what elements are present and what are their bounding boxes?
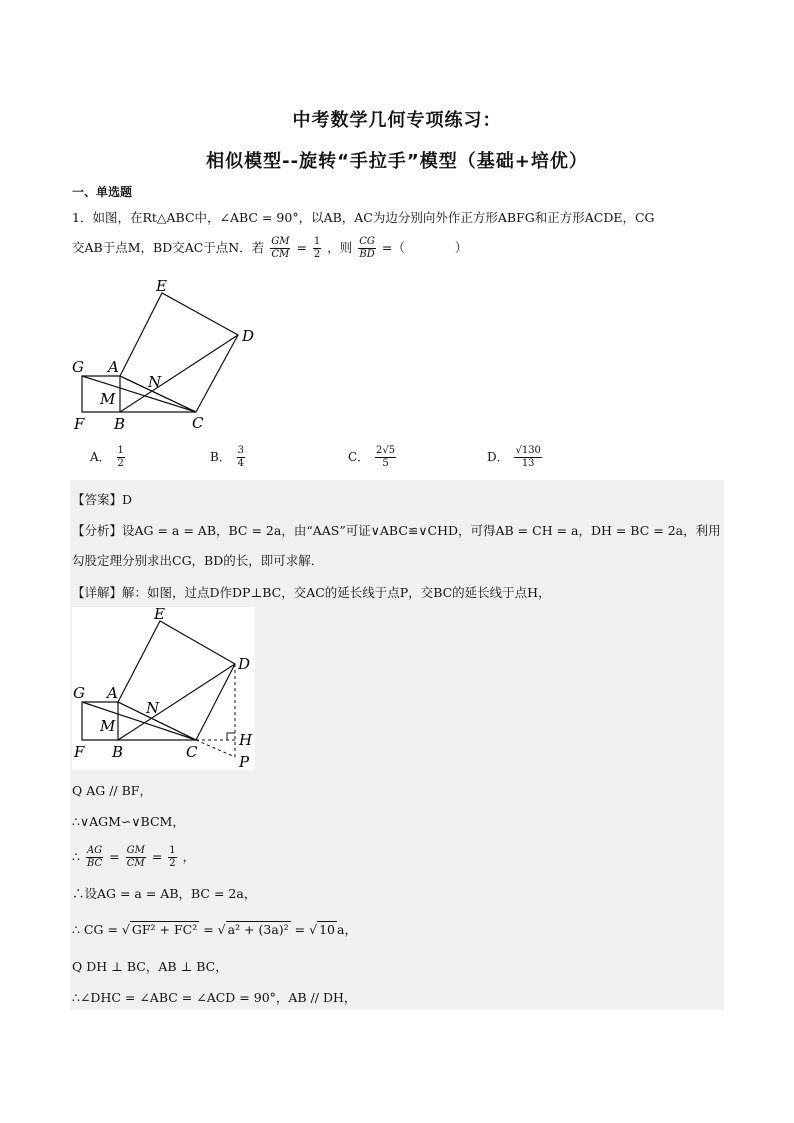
step-3-fraction-1	[86, 845, 103, 870]
half-numerator: 1	[313, 236, 321, 247]
label-e: E	[156, 277, 167, 295]
ratio-numerator: GM	[271, 236, 290, 247]
step-5-radicand-2: a² + (3a)²	[227, 922, 289, 937]
label-g-2: G	[73, 684, 85, 702]
ratio-fraction	[270, 236, 290, 261]
section-heading: 一、单选题	[72, 185, 133, 199]
right-angle-mark	[227, 733, 235, 740]
label-a-2: A	[107, 684, 118, 702]
step-3-f2-num: GM	[126, 845, 145, 856]
option-b-numerator: 3	[237, 445, 245, 456]
option-c-numerator: 2√5	[376, 445, 396, 456]
step-5-radicand-1: GF² + FC²	[131, 922, 198, 937]
option-b-label: B．	[210, 450, 231, 464]
step-5-radicand-3: 10	[319, 922, 335, 937]
step-3-eq2: =	[151, 849, 163, 864]
option-a-fraction	[117, 445, 125, 470]
label-n-2: N	[146, 699, 160, 717]
label-f: F	[74, 415, 85, 433]
ask-denominator: BD	[359, 249, 375, 260]
segment-cp-dashed	[196, 740, 235, 757]
label-c: C	[192, 414, 204, 432]
half-denominator: 2	[313, 249, 321, 260]
question-line-2	[72, 236, 467, 261]
label-d-2: D	[238, 655, 251, 673]
label-c-2: C	[186, 743, 198, 761]
page-subtitle: 相似模型--旋转“手拉手”模型（基础+培优）	[206, 151, 588, 172]
step-5-eq1: =	[203, 922, 218, 937]
option-b-denominator: 4	[237, 458, 245, 469]
figure-1	[70, 275, 270, 435]
figure-2-svg	[72, 607, 255, 770]
step-6: Q DH ⊥ BC，AB ⊥ BC，	[72, 959, 228, 974]
option-c-fraction	[375, 445, 396, 470]
option-d-numerator: √130	[515, 445, 541, 456]
page-title: 中考数学几何专项练习：	[292, 110, 502, 131]
option-a[interactable]	[90, 445, 127, 470]
step-1: Q AG // BF，	[72, 783, 152, 798]
step-3-f2-den: CM	[126, 858, 145, 869]
option-d-label: D．	[487, 450, 509, 464]
label-f-2: F	[74, 743, 85, 761]
step-3-f3-num: 1	[169, 845, 176, 856]
option-d[interactable]	[487, 445, 544, 470]
question-line-1: 1．如图，在Rt△ABC中，∠ABC = 90°，以AB，AC为边分别向外作正方形ABFG和正方形ACDE，CG	[72, 210, 655, 225]
step-3-eq: =	[109, 849, 120, 864]
step-3-suffix: ，	[182, 849, 196, 864]
label-n: N	[148, 373, 162, 391]
step-3-f1-num: AG	[86, 845, 103, 856]
analysis-line-1: 【分析】设AG = a = AB，BC = 2a，由“AAS”可证∨ABC≌∨CHD，可得AB = CH = a，DH = BC = 2a，利用	[72, 523, 721, 538]
option-c-denominator: 5	[382, 458, 389, 469]
step-3	[72, 845, 195, 870]
ratio-equals: =	[296, 240, 307, 255]
label-b-2: B	[112, 743, 124, 761]
label-e-2: E	[154, 607, 165, 623]
label-p-2: P	[239, 753, 250, 770]
option-a-numerator: 1	[117, 445, 124, 456]
label-h-2: H	[239, 731, 253, 749]
label-g: G	[72, 358, 84, 376]
step-7: ∴∠DHC = ∠ABC = ∠ACD = 90°，AB // DH，	[72, 990, 357, 1005]
label-m: M	[100, 390, 116, 408]
ask-blank: =（ ）	[381, 240, 468, 255]
step-3-prefix: ∴	[72, 849, 80, 864]
square-acde-2	[118, 621, 235, 740]
option-d-denominator: 13	[521, 458, 535, 469]
label-d: D	[242, 327, 255, 345]
ask-fraction	[358, 236, 376, 261]
segment-bd	[120, 335, 238, 412]
step-3-f1-den: BC	[86, 858, 103, 869]
option-a-denominator: 2	[117, 458, 124, 469]
label-b: B	[114, 415, 126, 433]
label-m-2: M	[100, 717, 116, 735]
step-3-f3-den: 2	[169, 858, 176, 869]
detail-line: 【详解】解：如图，过点D作DP⊥BC，交AC的延长线于点P，交BC的延长线于点H，	[72, 585, 551, 600]
option-b-fraction	[237, 445, 245, 470]
label-a: A	[108, 358, 119, 376]
sqrt-sign-3: √	[309, 922, 318, 937]
option-c[interactable]	[348, 445, 398, 470]
ratio-denominator: CM	[271, 249, 290, 260]
figure-2	[72, 607, 255, 770]
question-text: 交AB于点M，BD交AC于点N．若	[72, 240, 265, 255]
step-4: ∴设AG = a = AB，BC = 2a，	[72, 886, 257, 901]
step-5-suffix: a，	[337, 922, 357, 937]
step-5	[72, 920, 357, 938]
option-d-fraction	[514, 445, 541, 470]
segment-bd-2	[118, 664, 235, 740]
step-2: ∴∨AGM∽∨BCM，	[72, 814, 185, 829]
answer-line: 【答案】D	[72, 492, 133, 507]
question-then: ，则	[327, 240, 353, 255]
ask-numerator: CG	[359, 236, 375, 247]
half-fraction	[313, 236, 321, 261]
sqrt-sign-2: √	[217, 922, 226, 937]
step-5-eq2: =	[294, 922, 310, 937]
sqrt-sign-1: √	[121, 922, 130, 937]
step-3-fraction-2	[126, 845, 146, 870]
analysis-line-2: 勾股定理分别求出CG，BD的长，即可求解．	[72, 553, 324, 568]
option-a-label: A．	[90, 450, 111, 464]
figure-1-svg	[70, 275, 270, 435]
step-5-prefix: ∴ CG =	[72, 922, 122, 937]
option-b[interactable]	[210, 445, 247, 470]
option-c-label: C．	[348, 450, 370, 464]
step-3-fraction-3	[168, 845, 176, 870]
